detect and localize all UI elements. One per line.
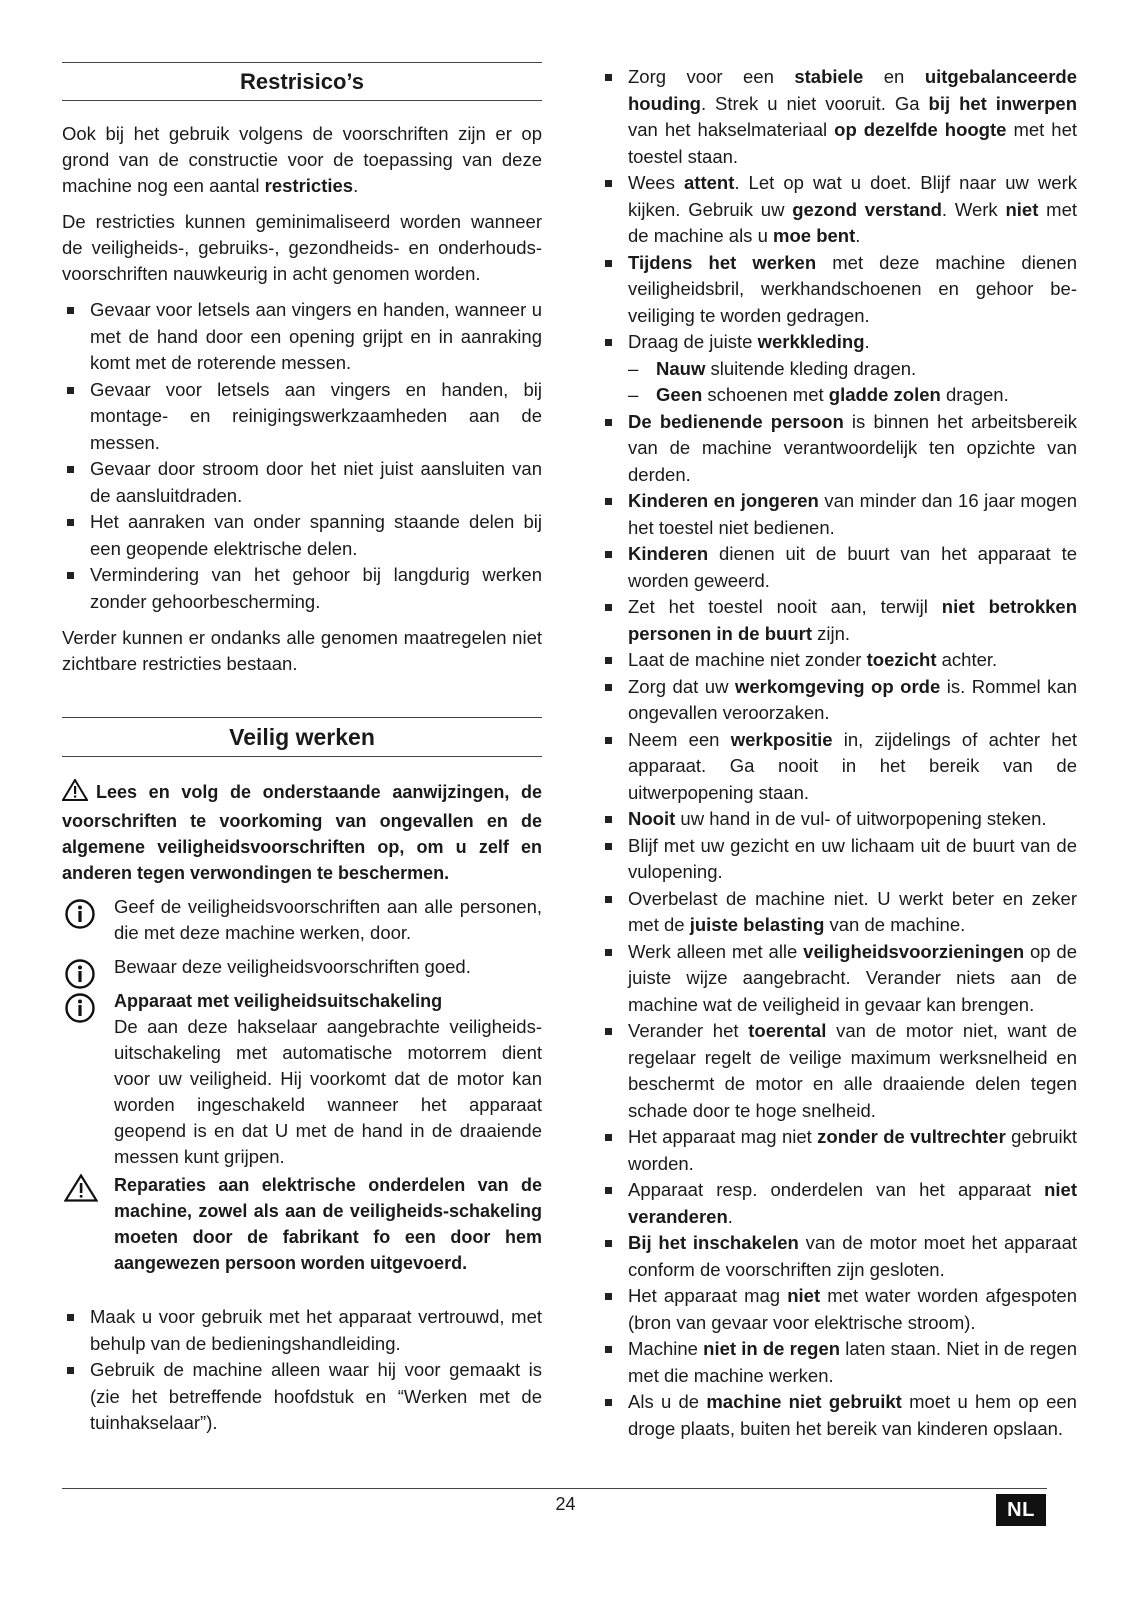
list-item: Tijdens het werken met deze machine dienen veiligheidsbril, werkhandschoenen en gehoor be-veiliging te worden gedragen. (600, 250, 1077, 330)
section-heading-veilig-werken: Veilig werken (62, 717, 542, 757)
section-heading-restrisicos: Restrisico’s (62, 62, 542, 101)
info-note-distribute: Geef de veiligheidsvoorschriften aan alle personen, die met deze machine werken, door. (62, 894, 542, 946)
left-column (62, 62, 542, 1437)
right-column (600, 64, 1077, 1442)
list-item: Zet het toestel nooit aan, terwijl niet betrokken personen in de buurt zijn. (600, 594, 1077, 647)
warning-notice: Lees en volg de onderstaande aanwijzingen, de voorschriften te voorkoming van ongevallen en de algemene veiligheidsvoorschriften op, om u zelf en anderen tegen verwondingen te beschermen. (62, 779, 542, 886)
list-item: Bij het inschakelen van de motor moet het apparaat conform de voorschriften zijn gesloten. (600, 1230, 1077, 1283)
warning-triangle-icon (62, 779, 88, 808)
list-item: Nooit uw hand in de vul- of uitworpopening steken. (600, 806, 1077, 833)
info-icon (64, 992, 96, 1031)
info-note-keep: Bewaar deze veiligheidsvoorschriften goed. (62, 954, 542, 980)
list-item: Zorg dat uw werkomgeving op orde is. Rommel kan ongevallen veroorzaken. (600, 674, 1077, 727)
list-item: Neem een werkpositie in, zijdelings of achter het apparaat. Ga nooit in het bereik van de uitwerpopening staan. (600, 727, 1077, 807)
warning-triangle-icon (64, 1174, 98, 1209)
list-item: Wees attent. Let op wat u doet. Blijf naar uw werk kijken. Gebruik uw gezond verstand. Werk niet met de machine als u moe bent. (600, 170, 1077, 250)
info-note-title: Apparaat met veiligheidsuitschakeling (114, 991, 443, 1011)
list-item: Vermindering van het gehoor bij langdurig werken zonder gehoorbescherming. (62, 562, 542, 615)
list-item: Gevaar door stroom door het niet juist aansluiten van de aansluitdraden. (62, 456, 542, 509)
list-item: Gevaar voor letsels aan vingers en handen, wanneer u met de hand door een opening grijpt en in aanraking komt met de roterende messen. (62, 297, 542, 377)
warning-repairs: Reparaties aan elektrische onderdelen van de machine, zowel als aan de veiligheids-schakeling moeten door de fabrikant fo een door hem aangewezen persoon worden uitgevoerd. (62, 1172, 542, 1276)
list-item: Gevaar voor letsels aan vingers en handen, bij montage- en reinigingswerkzaamheden aan de messen. (62, 377, 542, 457)
list-item: Overbelast de machine niet. U werkt beter en zeker met de juiste belasting van de machine. (600, 886, 1077, 939)
minimize-paragraph: De restricties kunnen geminimaliseerd worden wanneer de veiligheids-, gebruiks-, gezondheids- en onderhouds-voorschriften nauwkeurig in acht genomen worden. (62, 211, 542, 284)
list-item: Gebruik de machine alleen waar hij voor gemaakt is (zie het betreffende hoofdstuk en “Werken met de tuinhakselaar”). (62, 1357, 542, 1437)
footer-divider (62, 1488, 1047, 1489)
list-item: Het apparaat mag niet zonder de vultrechter gebruikt worden. (600, 1124, 1077, 1177)
info-icon (64, 898, 96, 937)
language-badge: NL (996, 1494, 1046, 1526)
safety-rules-list (600, 64, 1077, 1442)
list-item: Kinderen en jongeren van minder dan 16 jaar mogen het toestel niet bedienen. (600, 488, 1077, 541)
list-item: Kinderen dienen uit de buurt van het apparaat te worden geweerd. (600, 541, 1077, 594)
list-item: Werk alleen met alle veiligheidsvoorzieningen op de juiste wijze aangebracht. Verander niets aan de machine wat de veiligheid in gevaar kan brengen. (600, 939, 1077, 1019)
usage-list (62, 1304, 542, 1437)
info-note-safety-switch: Apparaat met veiligheidsuitschakeling De aan deze hakselaar aangebrachte veiligheids-uitschakeling met automatische motorrem dient voor uw veiligheid. Hij voorkomt dat de motor kan worden ingeschakeld wanneer het apparaat geopend is en dat U met de hand in de draaiende messen kunt grijpen. (62, 988, 542, 1170)
list-item: Draag de juiste werkkleding. – Nauw sluitende kleding dragen. – Geen schoenen met gladde zolen dragen. (600, 329, 1077, 409)
clothing-sublist (628, 356, 1077, 409)
list-item: Het aanraken van onder spanning staande delen bij een geopende elektrische delen. (62, 509, 542, 562)
list-item: Als u de machine niet gebruikt moet u hem op een droge plaats, buiten het bereik van kinderen opslaan. (600, 1389, 1077, 1442)
list-item: Het apparaat mag niet met water worden afgespoten (bron van gevaar voor elektrische stroom). (600, 1283, 1077, 1336)
list-item: Apparaat resp. onderdelen van het apparaat niet veranderen. (600, 1177, 1077, 1230)
page-number: 24 (555, 1494, 576, 1514)
list-item: Blijf met uw gezicht en uw lichaam uit de buurt van de vulopening. (600, 833, 1077, 886)
intro-paragraph: Ook bij het gebruik volgens de voorschriften zijn er op grond van de constructie voor de toepassing van deze machine nog een aantal restricties. (62, 123, 542, 196)
list-item: Verander het toerental van de motor niet, want de regelaar regelt de veilige maximum werksnelheid en beschermt de motor en alle draaiende delen tegen schade door te hoge snelheid. (600, 1018, 1077, 1124)
list-item: Zorg voor een stabiele en uitgebalanceerde houding. Strek u niet vooruit. Ga bij het inwerpen van het hakselmateriaal op dezelfde hoogte met het toestel staan. (600, 64, 1077, 170)
sublist-item: – Nauw sluitende kleding dragen. (628, 357, 917, 379)
list-item: Maak u voor gebruik met het apparaat vertrouwd, met behulp van de bedieningshandleiding. (62, 1304, 542, 1357)
list-item: Laat de machine niet zonder toezicht achter. (600, 647, 1077, 674)
sublist-item: – Geen schoenen met gladde zolen dragen. (628, 384, 1009, 405)
list-item: De bedienende persoon is binnen het arbeitsbereik van de machine verantwoordelijk ten opzichte van derden. (600, 409, 1077, 489)
risk-list (62, 297, 542, 615)
list-item: Machine niet in de regen laten staan. Niet in de regen met die machine werken. (600, 1336, 1077, 1389)
remaining-risk-paragraph: Verder kunnen er ondanks alle genomen maatregelen niet zichtbare restricties bestaan. (62, 627, 542, 674)
